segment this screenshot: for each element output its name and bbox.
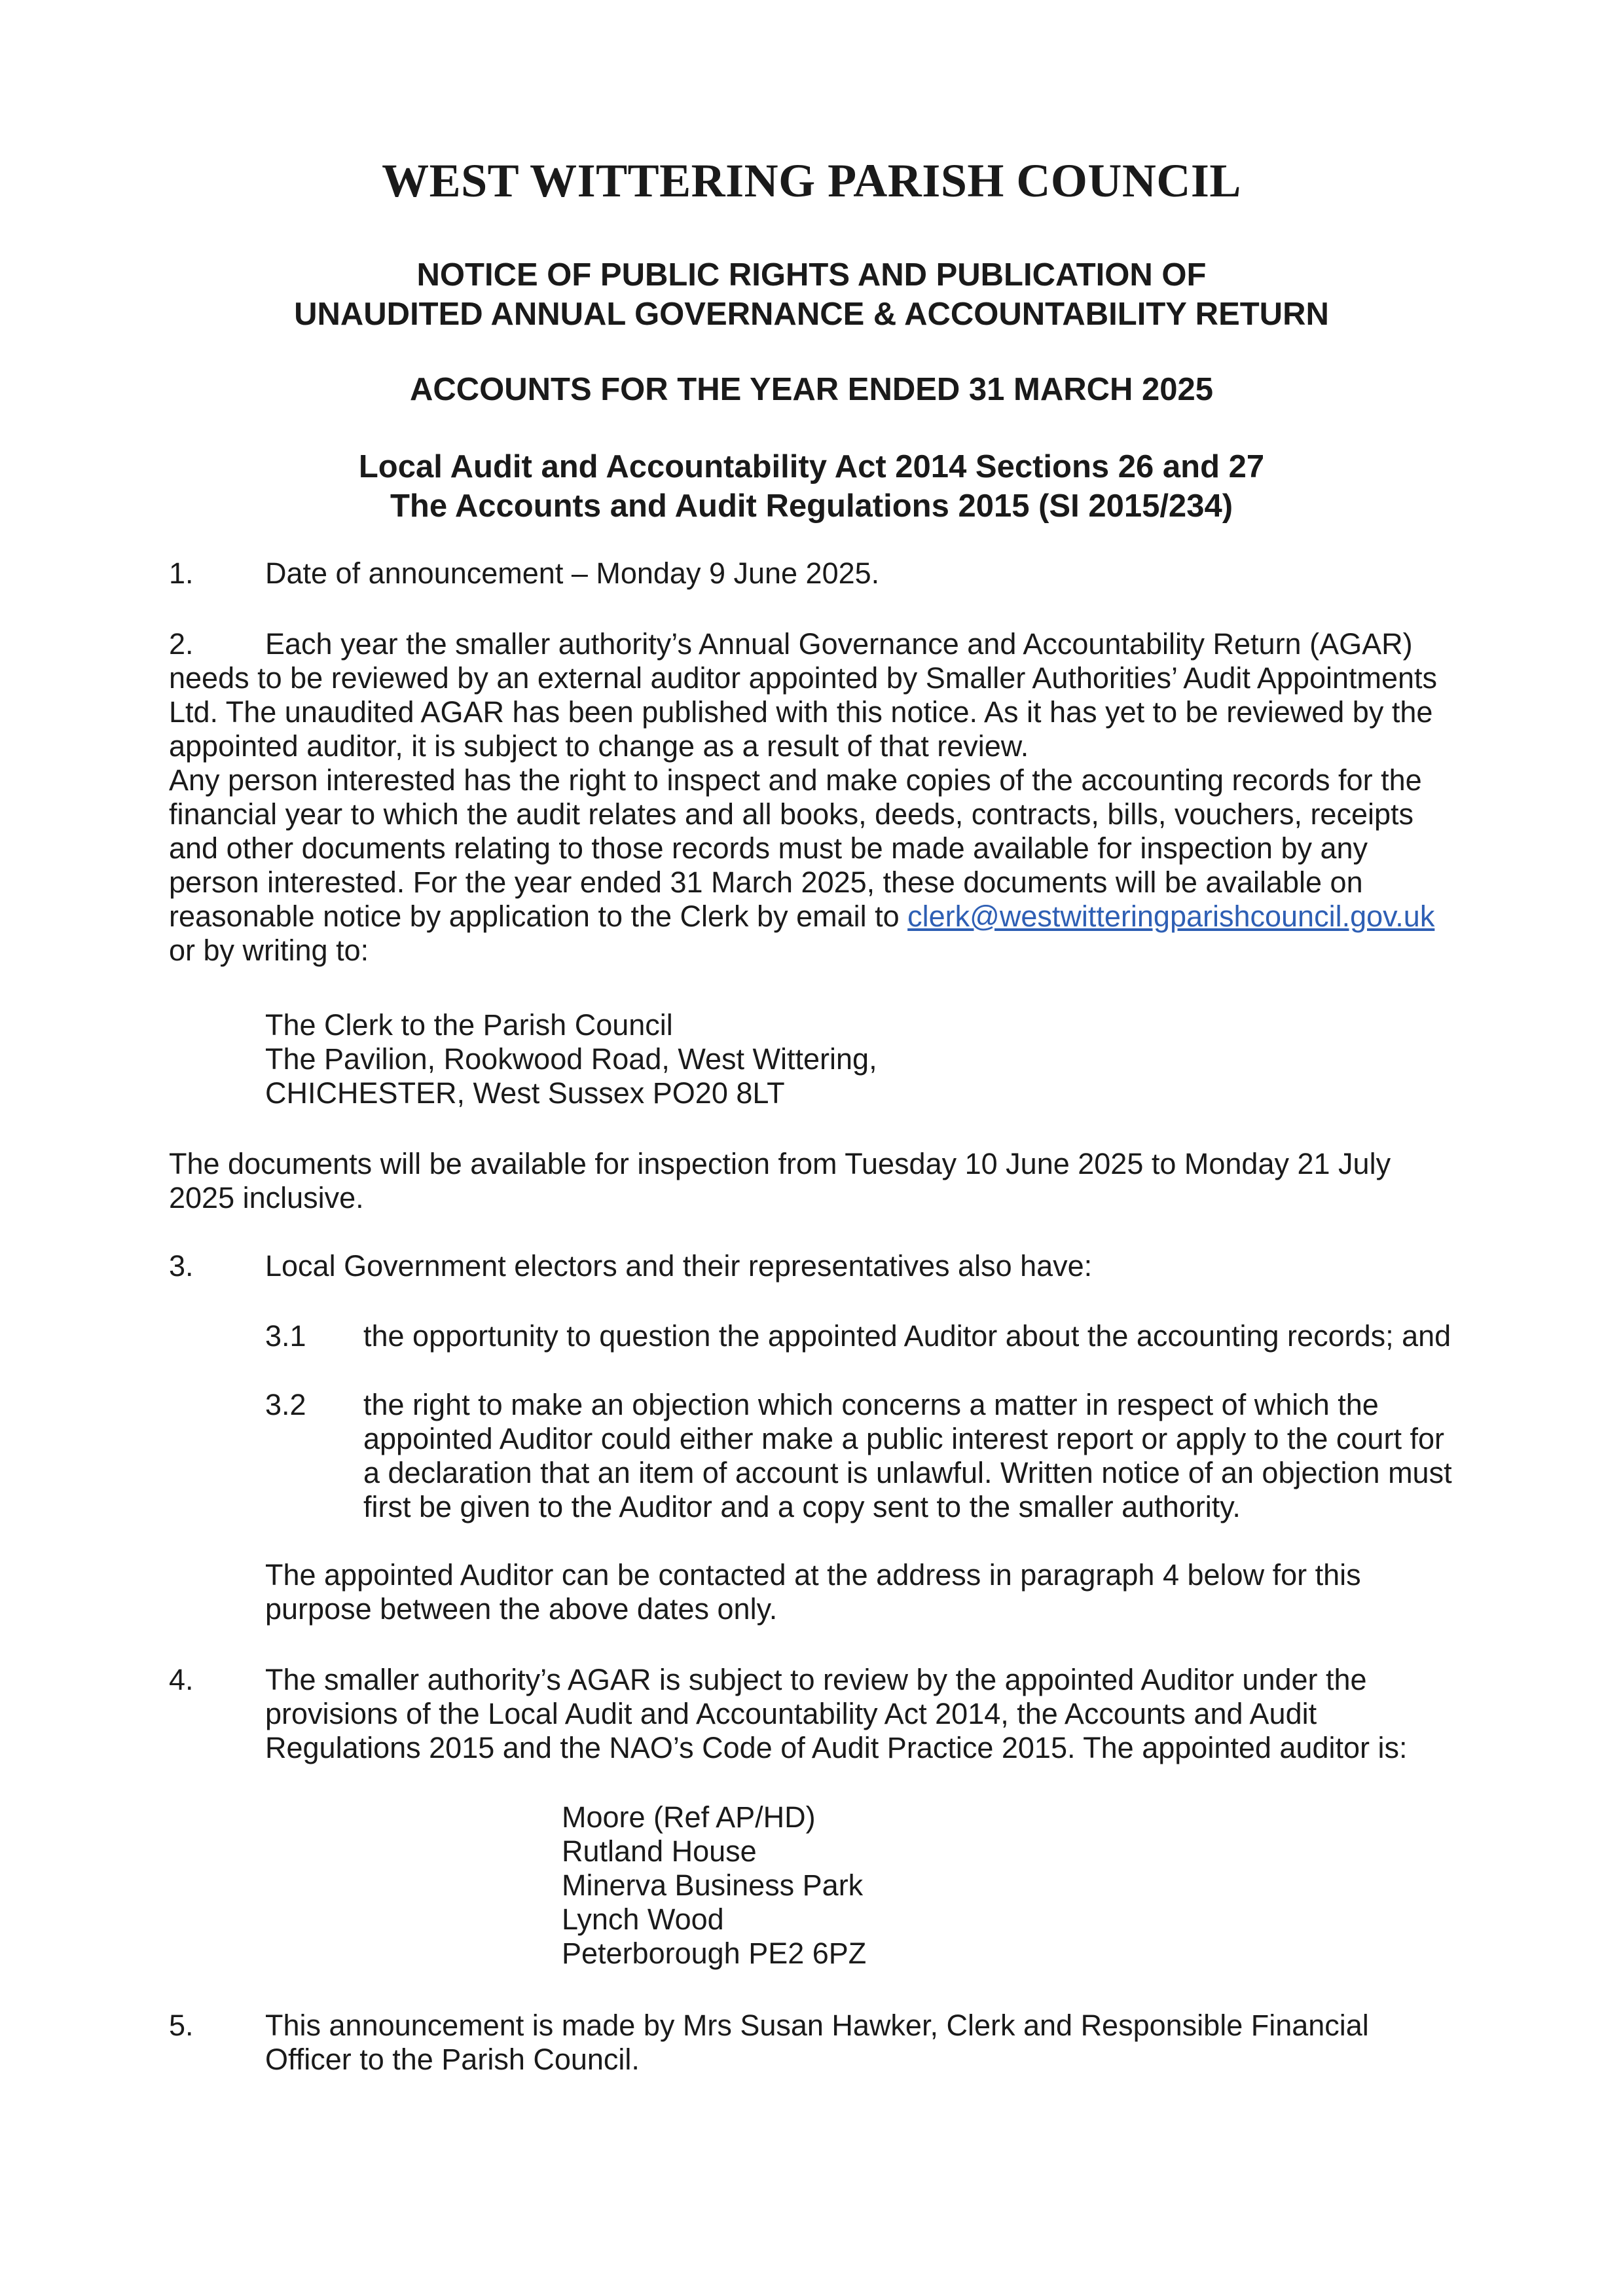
address-line: Lynch Wood	[562, 1903, 724, 1936]
address-line: The Pavilion, Rookwood Road, West Wittering,	[265, 1042, 877, 1076]
paragraph-line: provisions of the Local Audit and Accountability Act 2014, the Accounts and Audit	[265, 1697, 1317, 1730]
paragraph-number: 3.	[169, 1249, 194, 1283]
right-to-object	[363, 1388, 1452, 1524]
paragraph-number: 5.	[169, 2009, 194, 2042]
paragraph-line: Officer to the Parish Council.	[265, 2043, 640, 2076]
announcement-by	[265, 2009, 1369, 2077]
agar-review	[265, 1663, 1408, 1765]
legislation-heading	[0, 447, 1623, 526]
paragraph-2	[169, 627, 1437, 968]
right-to-question: the opportunity to question the appointed Auditor about the accounting records; and	[363, 1319, 1451, 1353]
paragraph-line: The appointed Auditor can be contacted at the address in paragraph 4 below for this	[265, 1558, 1361, 1592]
announcement-date: Date of announcement – Monday 9 June 2025.	[265, 556, 880, 590]
paragraph-line: Ltd. The unaudited AGAR has been published with this notice. As it has yet to be reviewed by the	[169, 695, 1433, 729]
clerk-address	[265, 1008, 877, 1110]
paragraph-number: 2.	[169, 627, 194, 661]
legislation-heading-line: The Accounts and Audit Regulations 2015 (SI 2015/234)	[390, 488, 1233, 524]
electors-rights-intro: Local Government electors and their representatives also have:	[265, 1249, 1093, 1283]
paragraph-line: and other documents relating to those records must be made available for inspection by any	[169, 831, 1368, 865]
notice-heading	[0, 255, 1623, 334]
paragraph-line: needs to be reviewed by an external auditor appointed by Smaller Authorities’ Audit Appointments	[169, 661, 1438, 695]
paragraph-line	[169, 900, 1437, 934]
address-line: The Clerk to the Parish Council	[265, 1008, 673, 1042]
address-line: Rutland House	[562, 1834, 757, 1868]
subparagraph-number: 3.1	[265, 1319, 306, 1353]
paragraph-line: financial year to which the audit relates and all books, deeds, contracts, bills, vouchers, receipts	[169, 797, 1414, 831]
clerk-email-link[interactable]: clerk@westwitteringparishcouncil.gov.uk	[907, 900, 1435, 933]
paragraph-line: This announcement is made by Mrs Susan Hawker, Clerk and Responsible Financial	[265, 2009, 1369, 2042]
paragraph-line: a declaration that an item of account is unlawful. Written notice of an objection must	[363, 1456, 1452, 1489]
auditor-address	[562, 1800, 866, 1971]
paragraph-number: 4.	[169, 1663, 194, 1696]
paragraph-line: person interested. For the year ended 31 March 2025, these documents will be available on	[169, 866, 1363, 899]
notice-heading-line: UNAUDITED ANNUAL GOVERNANCE & ACCOUNTABILITY RETURN	[294, 297, 1329, 332]
address-line: Peterborough PE2 6PZ	[562, 1937, 867, 1970]
notice-heading-line: NOTICE OF PUBLIC RIGHTS AND PUBLICATION OF	[416, 257, 1207, 293]
address-line: Minerva Business Park	[562, 1868, 864, 1902]
accounts-heading: ACCOUNTS FOR THE YEAR ENDED 31 MARCH 2025	[409, 372, 1214, 407]
paragraph-line: The documents will be available for inspection from Tuesday 10 June 2025 to Monday 21 July	[169, 1147, 1391, 1180]
paragraph-line: The smaller authority’s AGAR is subject to review by the appointed Auditor under the	[265, 1663, 1367, 1696]
subparagraph-number: 3.2	[265, 1388, 306, 1421]
paragraph-line: appointed Auditor could either make a public interest report or apply to the court for	[363, 1422, 1444, 1455]
paragraph-line: Any person interested has the right to inspect and make copies of the accounting records for the	[169, 763, 1422, 797]
paragraph-line: 2025 inclusive.	[169, 1181, 364, 1214]
legislation-heading-line: Local Audit and Accountability Act 2014 Sections 26 and 27	[358, 449, 1265, 484]
paragraph-line: or by writing to:	[169, 934, 369, 967]
paragraph-line: Each year the smaller authority’s Annual Governance and Accountability Return (AGAR)	[265, 627, 1413, 661]
paragraph-number: 1.	[169, 556, 194, 590]
council-title: WEST WITTERING PARISH COUNCIL	[382, 155, 1241, 207]
paragraph-line: appointed auditor, it is subject to change as a result of that review.	[169, 729, 1029, 763]
inspection-dates	[169, 1147, 1391, 1215]
auditor-contact-note	[265, 1558, 1361, 1626]
paragraph-line: first be given to the Auditor and a copy sent to the smaller authority.	[363, 1490, 1241, 1523]
paragraph-line: purpose between the above dates only.	[265, 1592, 778, 1626]
email-lead-text: reasonable notice by application to the Clerk by email to	[169, 900, 908, 933]
paragraph-line: the right to make an objection which concerns a matter in respect of which the	[363, 1388, 1379, 1421]
address-line: Moore (Ref AP/HD)	[562, 1800, 816, 1834]
address-line: CHICHESTER, West Sussex PO20 8LT	[265, 1076, 785, 1110]
paragraph-line: Regulations 2015 and the NAO’s Code of Audit Practice 2015. The appointed auditor is:	[265, 1731, 1408, 1764]
